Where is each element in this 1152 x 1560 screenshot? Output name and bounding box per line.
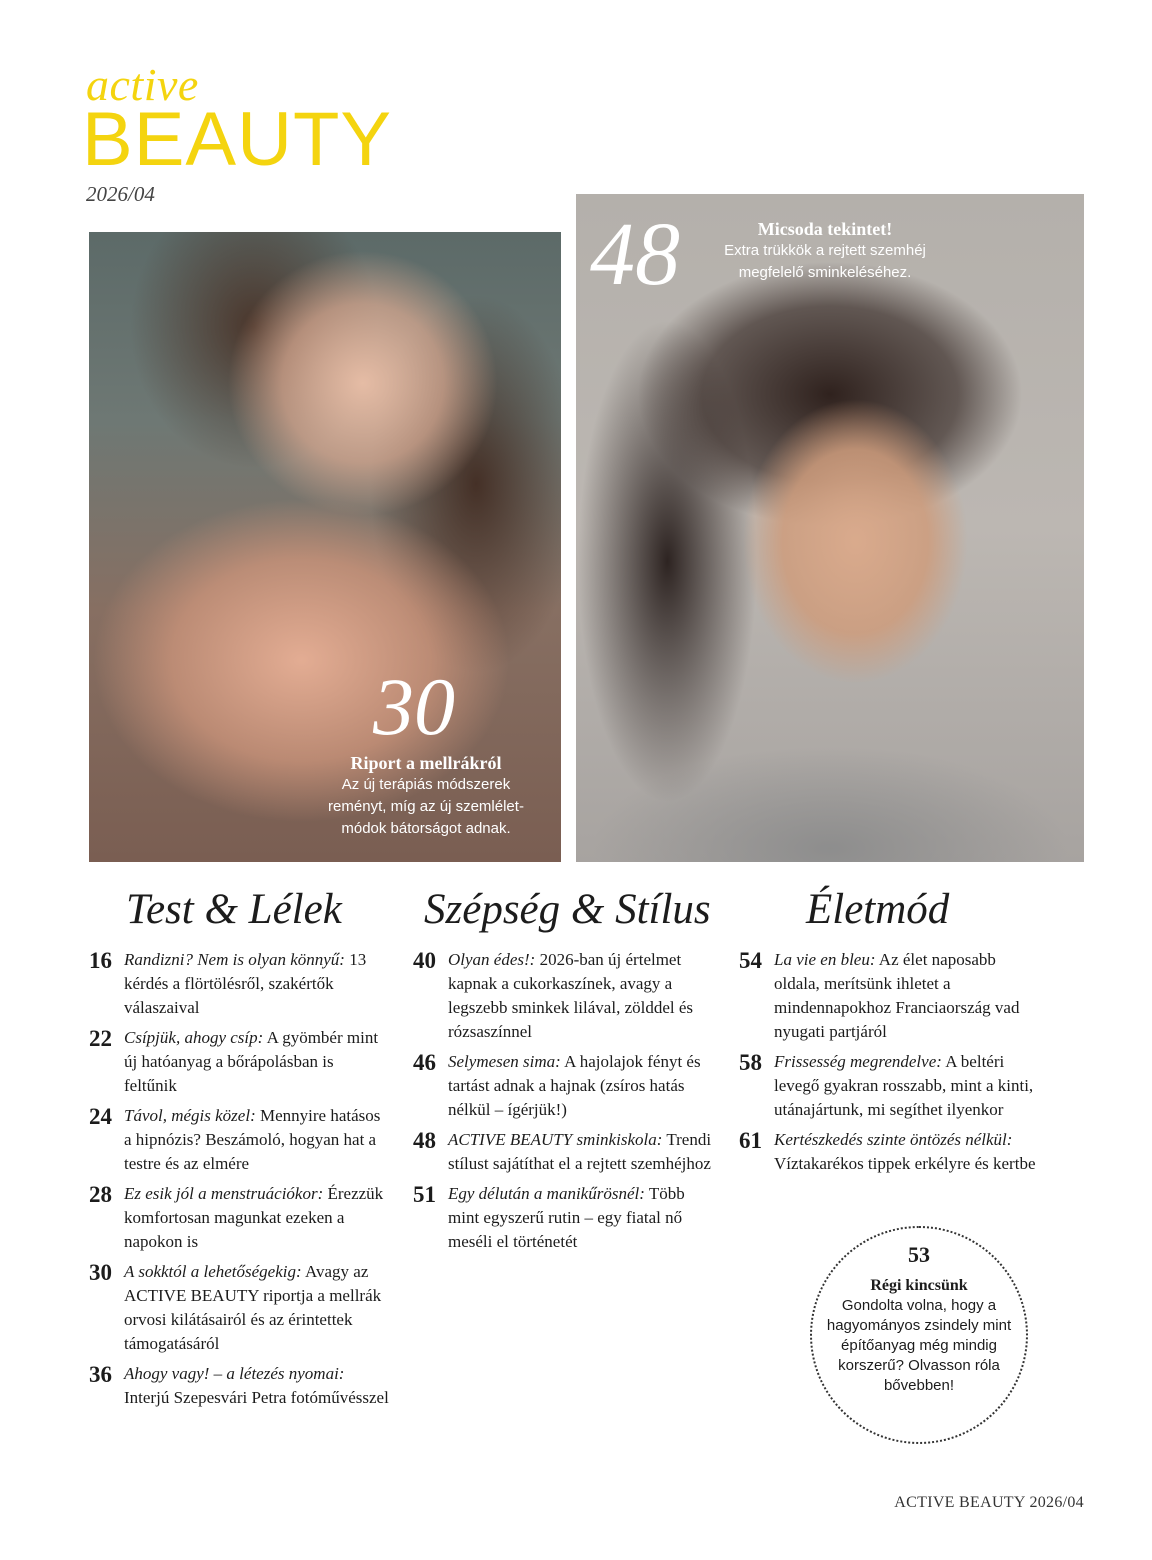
item-text: Az élet naposabb oldala, merítsünk ihletet a mindennapokhoz Franciaország vad nyugati partjáról [774, 950, 1020, 1041]
feature-desc-line: Extra trükkök a rejtett szemhéj [724, 242, 926, 259]
issue-number: 2026/04 [86, 182, 155, 206]
item-text: Víztakarékos tippek erkélyre és kertbe [774, 1154, 1036, 1173]
feature-desc-line: módok bátorságot adnak. [341, 820, 511, 837]
toc-item[interactable] [89, 1260, 389, 1356]
page-number: 51 [413, 1182, 436, 1207]
item-title: Ahogy vagy! – a létezés nyomai: [124, 1364, 345, 1383]
item-text: Mennyire hatásos a hipnózis? Beszámoló, hogyan hat a testre és az elmére [124, 1106, 381, 1173]
page-footer: ACTIVE BEAUTY 2026/04 [894, 1494, 1084, 1511]
photo-breast-cancer-feature[interactable] [89, 232, 561, 862]
page-number: 22 [89, 1026, 112, 1051]
item-text: Több mint egyszerű rutin – egy fiatal nő meséli el történetét [448, 1184, 685, 1251]
page-number: 36 [89, 1362, 112, 1387]
item-text: Érezzük komfortosan magunkat ezeken a napokon is [124, 1184, 384, 1251]
item-text: A beltéri levegő gyakran rosszabb, mint a kinti, utánajártunk, mi segíthet ilyenkor [774, 1052, 1034, 1119]
item-text: A hajolajok fényt és tartást adnak a hajnak (zsíros hatás nélkül – ígérjük!) [448, 1052, 701, 1119]
toc-column-szepseg-stilus [413, 948, 713, 1260]
teaser-page-number: 53 [908, 1242, 930, 1267]
item-title: Távol, mégis közel: [124, 1106, 256, 1125]
toc-column-test-lelek [89, 948, 389, 1416]
feature-desc-line: reményt, míg az új szemlélet- [328, 798, 524, 815]
page-number: 28 [89, 1182, 112, 1207]
feature-number: 30 [373, 661, 455, 752]
toc-item[interactable] [413, 1128, 713, 1176]
item-title: A sokktól a lehetőségekig: [124, 1262, 302, 1281]
page-number: 30 [89, 1260, 112, 1285]
section-title-eletmod: Életmód [806, 886, 950, 933]
page-number: 24 [89, 1104, 112, 1129]
teaser-circle[interactable] [810, 1226, 1028, 1444]
item-title: Egy délután a manikűrösnél: [448, 1184, 645, 1203]
teaser-title: Régi kincsünk [870, 1277, 968, 1294]
section-title-szepseg-stilus: Szépség & Stílus [424, 886, 711, 933]
toc-item[interactable] [89, 1182, 389, 1254]
logo-active: active [86, 59, 199, 110]
item-text: Avagy az ACTIVE BEAUTY riportja a mellrák orvosi kilátásairól és az érintettek támogatásáról [124, 1262, 382, 1353]
item-title: Kertészkedés szinte öntözés nélkül: [774, 1130, 1013, 1149]
item-text: A gyömbér mint új hatóanyag a bőrápolásban is feltűnik [124, 1028, 379, 1095]
feature-title: Micsoda tekintet! [757, 219, 893, 239]
toc-column-eletmod [739, 948, 1039, 1182]
toc-item[interactable] [413, 1050, 713, 1122]
item-title: Ez esik jól a menstruációkor: [124, 1184, 324, 1203]
feature-desc-line: megfelelő sminkeléséhez. [738, 264, 912, 281]
photo-eye-makeup-feature[interactable] [576, 194, 1084, 862]
feature-caption [700, 218, 950, 284]
page-number: 46 [413, 1050, 436, 1075]
page-number: 54 [739, 948, 762, 973]
toc-item[interactable] [89, 1104, 389, 1176]
toc-item[interactable] [739, 948, 1039, 1044]
toc-item[interactable] [413, 948, 713, 1044]
page-number: 48 [413, 1128, 436, 1153]
item-title: Frissesség megrendelve: [774, 1052, 942, 1071]
page-number: 58 [739, 1050, 762, 1075]
toc-item[interactable] [413, 1182, 713, 1254]
section-title-test-lelek: Test & Lélek [126, 886, 342, 933]
logo-beauty: BEAUTY [82, 97, 393, 182]
page-number: 16 [89, 948, 112, 973]
feature-title: Riport a mellrákról [350, 753, 502, 773]
page-number: 61 [739, 1128, 762, 1153]
item-title: Randizni? Nem is olyan könnyű: [124, 950, 345, 969]
item-text: Trendi stílust sajátíthat el a rejtett szemhéjhoz [448, 1130, 712, 1173]
toc-item[interactable] [89, 1362, 389, 1410]
item-title: ACTIVE BEAUTY sminkiskola: [448, 1130, 663, 1149]
item-text: Interjú Szepesvári Petra fotóművésszel [124, 1388, 389, 1407]
feature-number: 48 [590, 205, 680, 304]
page-number: 40 [413, 948, 436, 973]
item-title: La vie en bleu: [774, 950, 876, 969]
teaser-desc: Gondolta volna, hogy a hagyományos zsindely mint építőanyag még mindig korszerű? Olvasson róla bővebben! [826, 1297, 1012, 1394]
toc-item[interactable] [739, 1128, 1039, 1176]
item-title: Olyan édes!: [448, 950, 536, 969]
toc-item[interactable] [89, 1026, 389, 1098]
item-text: 2026-ban új értelmet kapnak a cukorkaszínek, avagy a legszebb sminkek lilával, zölddel és rózsaszínnel [448, 950, 694, 1041]
item-title: Selymesen sima: [448, 1052, 561, 1071]
feature-desc-line: Az új terápiás módszerek [341, 776, 511, 793]
feature-caption [300, 752, 552, 840]
item-title: Csípjük, ahogy csíp: [124, 1028, 264, 1047]
item-text: 13 kérdés a flörtölésről, szakértők válaszaival [124, 950, 367, 1017]
toc-item[interactable] [739, 1050, 1039, 1122]
toc-item[interactable] [89, 948, 389, 1020]
